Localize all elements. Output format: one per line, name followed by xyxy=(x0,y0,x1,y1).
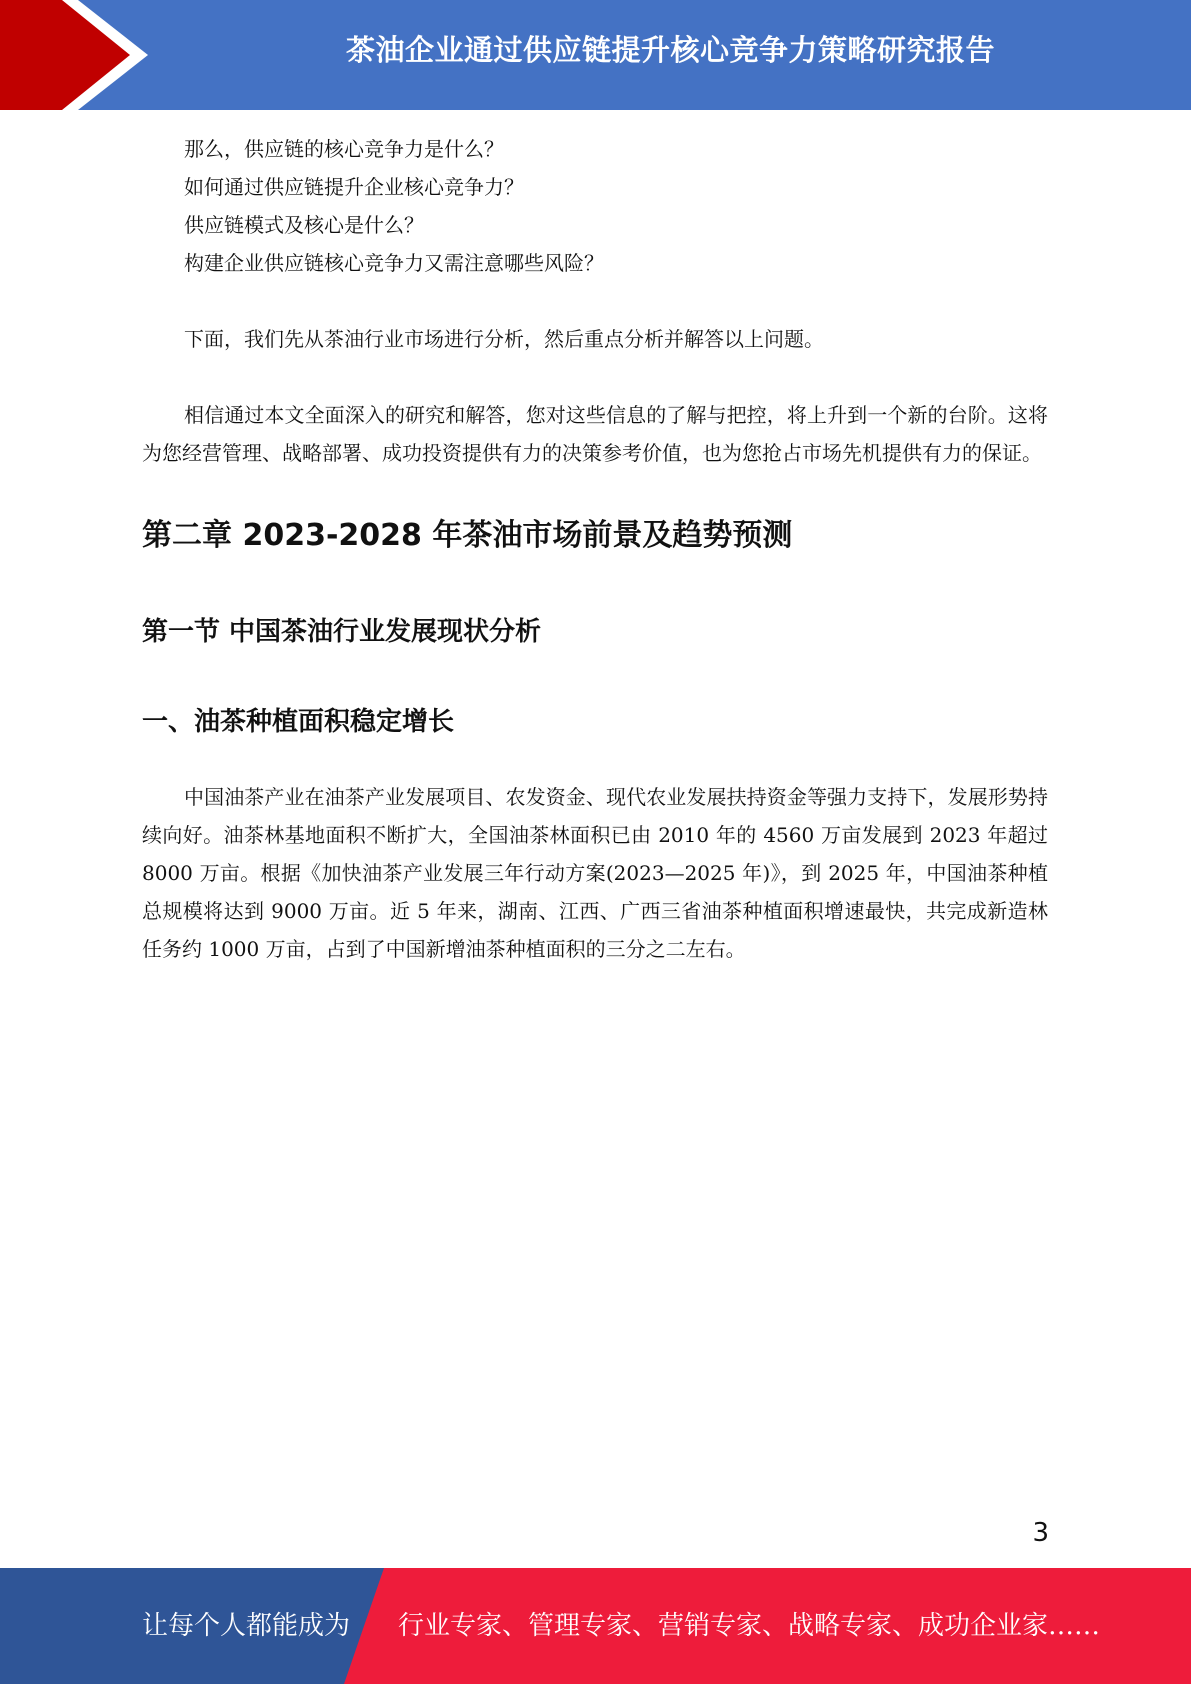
intro-paragraph: 下面，我们先从茶油行业市场进行分析，然后重点分析并解答以上问题。 xyxy=(184,327,824,351)
question-1: 那么，供应链的核心竞争力是什么？ xyxy=(184,137,504,161)
section-heading: 第一节 中国茶油行业发展现状分析 xyxy=(142,617,542,647)
page-footer xyxy=(0,1568,1191,1684)
page-number: 3 xyxy=(1032,1518,1049,1548)
page-content xyxy=(142,130,1048,968)
question-2: 如何通过供应链提升企业核心竞争力？ xyxy=(184,175,524,199)
subsection-body: 中国油茶产业在油茶产业发展项目、农发资金、现代农业发展扶持资金等强力支持下，发展形势持续向好。油茶林基地面积不断扩大，全国油茶林面积已由 2010 年的 4560 万亩发展到 2023 年超过 8000 万亩。根据《加快油茶产业发展三年行动方案(2023—2025 年)》，到 2025 年，中国油茶种植总规模将达到 9000 万亩。近 5 年来，湖南、江西、广西三省油茶种植面积增速最快，共完成新造林任务约 1000 万亩，占到了中国新增油茶种植面积的三分之二左右。 xyxy=(142,785,1048,961)
page-header xyxy=(0,0,1191,110)
question-4: 构建企业供应链核心竞争力又需注意哪些风险？ xyxy=(184,251,604,275)
footer-slogan-left: 让每个人都能成为 xyxy=(142,1611,351,1641)
chapter-heading: 第二章 2023-2028 年茶油市场前景及趋势预测 xyxy=(142,518,793,553)
subsection-heading: 一、油茶种植面积稳定增长 xyxy=(142,707,455,737)
header-arrow-decoration xyxy=(0,0,160,110)
value-paragraph: 相信通过本文全面深入的研究和解答，您对这些信息的了解与把控，将上升到一个新的台阶。这将为您经营管理、战略部署、成功投资提供有力的决策参考价值，也为您抢占市场先机提供有力的保证。 xyxy=(142,403,1048,465)
question-3: 供应链模式及核心是什么？ xyxy=(184,213,424,237)
report-title: 茶油企业通过供应链提升核心竞争力策略研究报告 xyxy=(345,33,995,67)
footer-slogan-right: 行业专家、管理专家、营销专家、战略专家、成功企业家…… xyxy=(398,1611,1101,1641)
